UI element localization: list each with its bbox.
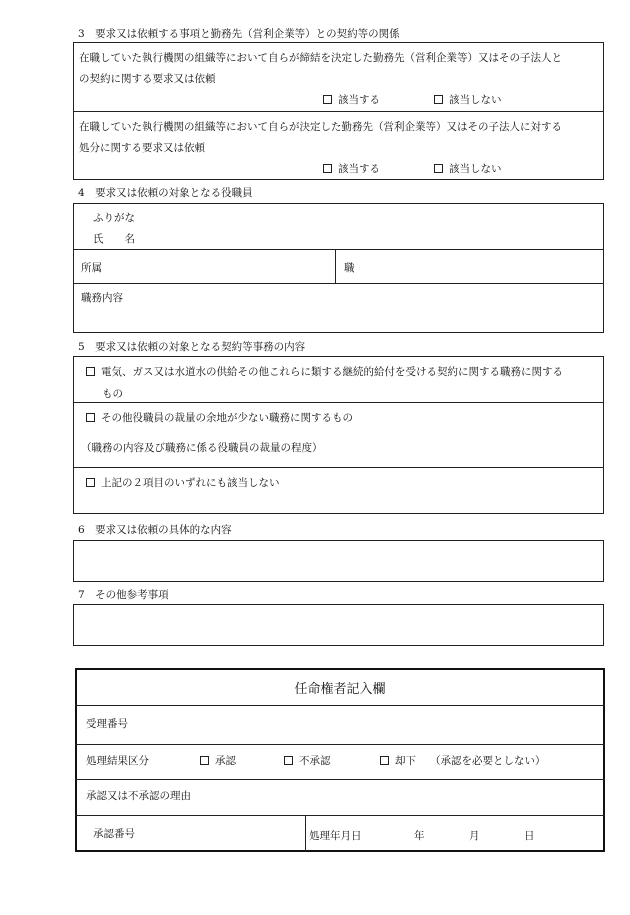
s5-divider-1 — [73, 402, 604, 403]
s4-affiliation-divider — [335, 249, 336, 283]
checkbox-icon[interactable] — [86, 478, 95, 487]
result-label: 処理結果区分 — [86, 755, 149, 767]
official-title: 任命権者記入欄 — [294, 682, 386, 697]
approval-number-label: 承認番号 — [93, 828, 135, 840]
s4-divider-2 — [73, 283, 604, 284]
s5-option-2[interactable]: その他役職員の裁量の余地が少ない職務に関するもの — [86, 410, 353, 425]
day-label: 日 — [524, 830, 535, 842]
checkbox-icon[interactable] — [200, 756, 209, 765]
s3-row1-yes[interactable]: 該当する — [323, 92, 380, 107]
s3-row2-yes[interactable]: 該当する — [323, 161, 380, 176]
section-4-heading: 4 要求又は依頼の対象となる役職員 — [78, 187, 253, 199]
checkbox-icon[interactable] — [86, 367, 95, 376]
duties-label: 職務内容 — [81, 292, 123, 304]
section-7-heading: 7 その他参考事項 — [78, 589, 169, 601]
official-divider-1 — [75, 705, 605, 706]
checkbox-icon[interactable] — [323, 95, 332, 104]
position-label: 職 — [344, 262, 355, 274]
reject-option[interactable]: 却下 — [380, 753, 416, 768]
s5-option-2-note: （職務の内容及び職務に係る役職員の裁量の程度） — [81, 442, 323, 454]
official-divider-2 — [75, 744, 605, 745]
s3-row2-no[interactable]: 該当しない — [434, 161, 502, 176]
disapprove-option[interactable]: 不承認 — [284, 753, 331, 768]
checkbox-icon[interactable] — [434, 95, 443, 104]
s3-row1-line1: 在職していた執行機関の組織等において自らが締結を決定した勤務先（営利企業等）又はその子法人と — [79, 52, 562, 64]
section-6-box[interactable] — [73, 540, 604, 582]
checkbox-icon[interactable] — [86, 413, 95, 422]
section-3-heading: 3 要求又は依頼する事項と勤務先（営利企業等）との契約等の関係 — [78, 28, 400, 40]
s5-option-1-line2: もの — [102, 388, 123, 400]
s5-option-3[interactable]: 上記の２項目のいずれにも該当しない — [86, 475, 280, 490]
checkbox-icon[interactable] — [380, 756, 389, 765]
section-5-heading: 5 要求又は依頼の対象となる契約等事務の内容 — [78, 341, 306, 353]
section-7-box[interactable] — [73, 604, 604, 646]
s3-row1-line2: の契約に関する要求又は依頼 — [79, 73, 216, 85]
checkbox-icon[interactable] — [323, 164, 332, 173]
official-divider-3 — [75, 779, 605, 780]
year-label: 年 — [414, 830, 425, 842]
official-divider-4 — [75, 815, 605, 816]
checkbox-icon[interactable] — [284, 756, 293, 765]
s3-row2-line1: 在職していた執行機関の組織等において自らが決定した勤務先（営利企業等）又はその子法人に対する — [79, 121, 562, 133]
section-3-row-divider — [73, 111, 604, 112]
affiliation-label: 所属 — [81, 262, 102, 274]
s4-divider-1 — [73, 249, 604, 250]
receipt-number-label: 受理番号 — [86, 718, 128, 730]
name-label: 氏 名 — [93, 233, 135, 245]
s3-row1-no[interactable]: 該当しない — [434, 92, 502, 107]
reject-note: （承認を必要としない） — [430, 755, 546, 767]
process-date-label: 処理年月日 — [309, 830, 362, 842]
official-approval-divider — [305, 815, 306, 852]
reason-label: 承認又は不承認の理由 — [86, 790, 191, 802]
s3-row2-line2: 処分に関する要求又は依頼 — [79, 142, 205, 154]
approve-option[interactable]: 承認 — [200, 753, 236, 768]
section-6-heading: 6 要求又は依頼の具体的な内容 — [78, 524, 232, 536]
s5-option-1[interactable]: 電気、ガス又は水道水の供給その他これらに類する継続的給付を受ける契約に関する職務に関する — [86, 364, 563, 379]
s5-divider-2 — [73, 467, 604, 468]
checkbox-icon[interactable] — [434, 164, 443, 173]
month-label: 月 — [469, 830, 480, 842]
section-5-table — [73, 356, 604, 514]
furigana-label: ふりがな — [93, 212, 135, 224]
section-4-table — [73, 203, 604, 333]
